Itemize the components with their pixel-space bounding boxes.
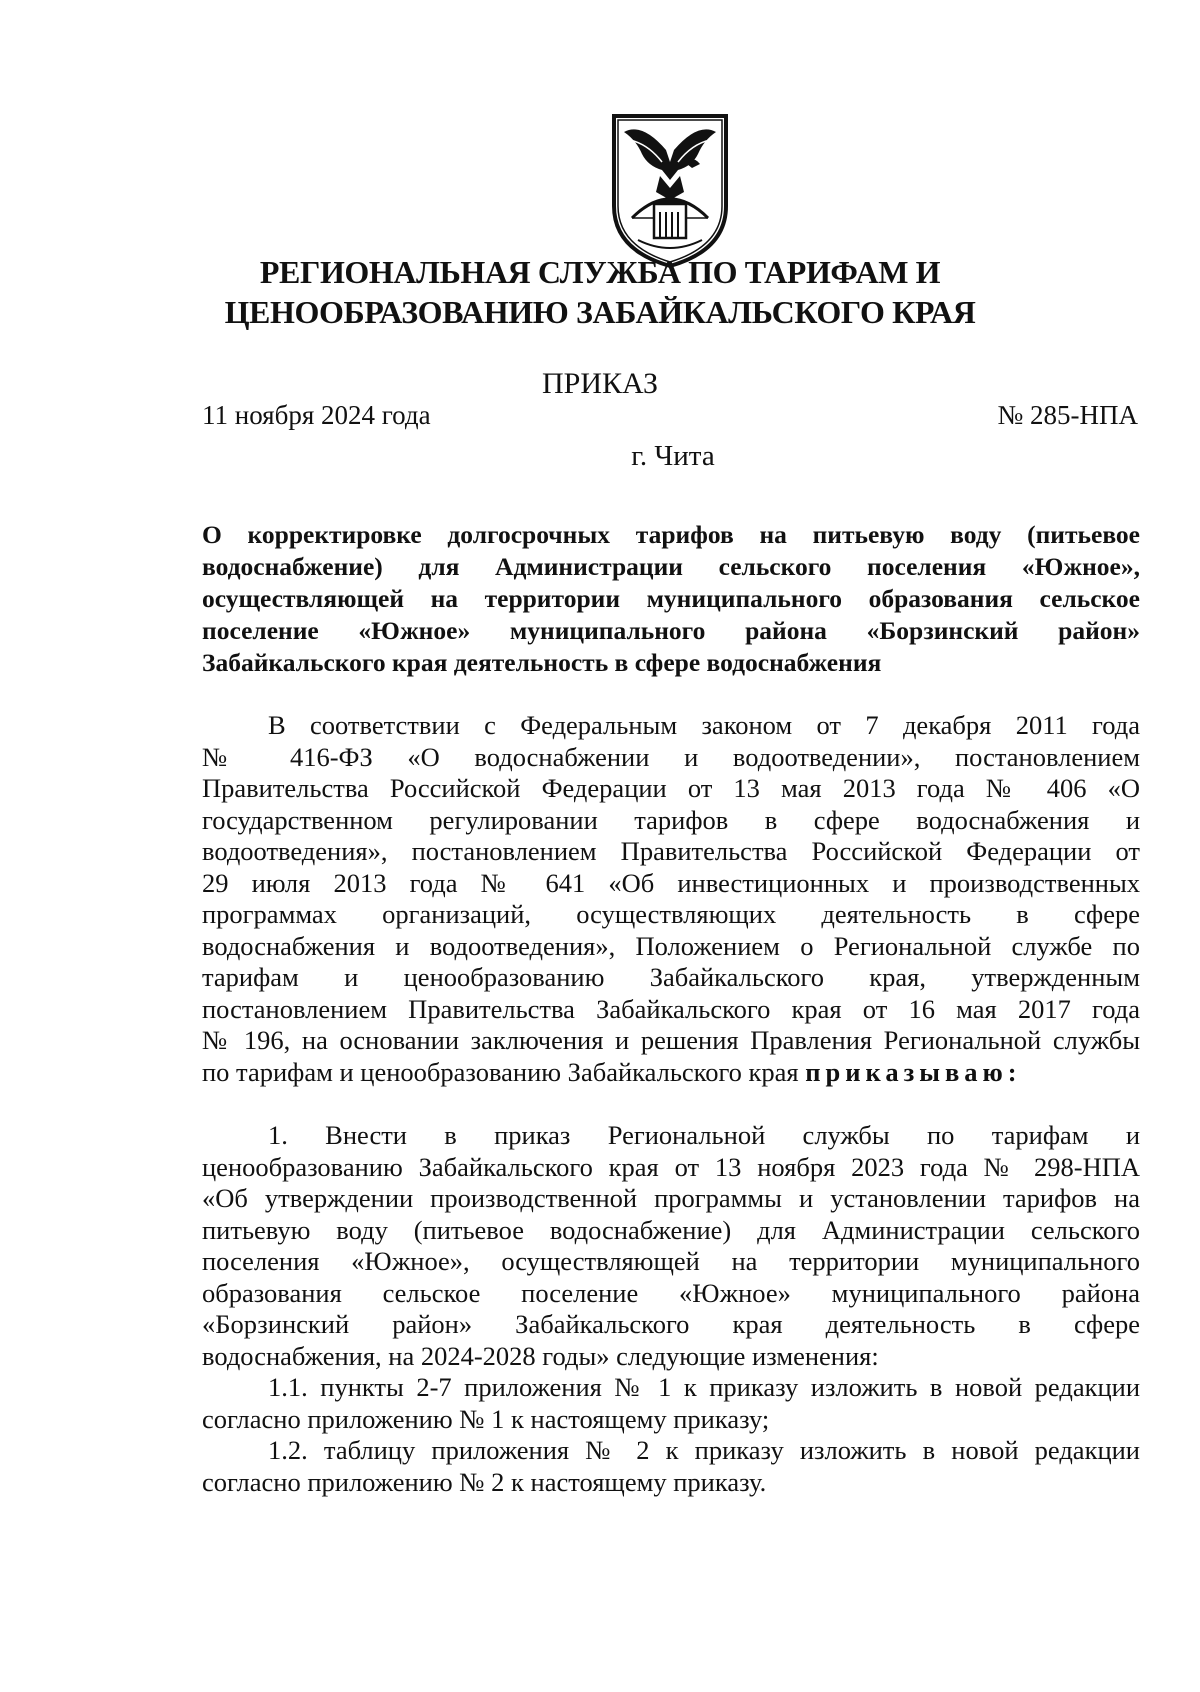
title-line: осуществляющей на территории муниципального образования сельское — [202, 584, 1140, 613]
preamble-line: программах организаций, осуществляющих деятельность в сфере — [202, 899, 1140, 929]
item-1-line: ценообразованию Забайкальского края от 13 ноября 2023 года № 298-НПА — [202, 1152, 1140, 1182]
item-1-line: поселения «Южное», осуществляющей на территории муниципального — [202, 1246, 1140, 1276]
item-1-line: образования сельское поселение «Южное» муниципального района — [202, 1278, 1140, 1308]
item-1-line: 1. Внести в приказ Региональной службы по тарифам и — [268, 1120, 1140, 1150]
preamble-line: тарифам и ценообразованию Забайкальского края, утвержденным — [202, 962, 1140, 992]
title-line: О корректировке долгосрочных тарифов на питьевую воду (питьевое — [202, 520, 1140, 549]
organization-name-line-2: ЦЕНООБРАЗОВАНИЮ ЗАБАЙКАЛЬСКОГО КРАЯ — [224, 294, 976, 330]
title-line: поселение «Южное» муниципального района «Борзинский район» — [202, 616, 1140, 645]
document-date: 11 ноября 2024 года — [202, 400, 431, 430]
document-number: № 285-НПА — [997, 400, 1138, 430]
preamble-line-text: по тарифам и ценообразованию Забайкальского края — [202, 1057, 806, 1087]
preamble-line: № 416-ФЗ «О водоснабжении и водоотведении», постановлением — [202, 742, 1140, 772]
preamble-last-line — [202, 1055, 1140, 1089]
preamble-line: водоотведения», постановлением Правительства Российской Федерации от — [202, 836, 1140, 866]
document-city: г. Чита — [631, 440, 715, 472]
item-1-line: «Об утверждении производственной программы и установлении тарифов на — [202, 1183, 1140, 1213]
title-line: Забайкальского края деятельность в сфере водоснабжения — [202, 648, 882, 677]
preamble-line: В соответствии с Федеральным законом от 7 декабря 2011 года — [268, 710, 1140, 740]
preamble-line: водоснабжения и водоотведения», Положением о Региональной службе по — [202, 931, 1140, 961]
organization-name-line-1: РЕГИОНАЛЬНАЯ СЛУЖБА ПО ТАРИФАМ И — [259, 254, 941, 290]
preamble-line: постановлением Правительства Забайкальского края от 16 мая 2017 года — [202, 994, 1140, 1024]
order-word: приказываю: — [805, 1057, 1022, 1087]
document-type: ПРИКАЗ — [542, 367, 658, 400]
preamble-line: № 196, на основании заключения и решения Правления Региональной службы — [202, 1025, 1140, 1055]
preamble-line: Правительства Российской Федерации от 13 мая 2013 года № 406 «О — [202, 773, 1140, 803]
coat-of-arms-icon — [608, 110, 732, 270]
preamble-line: 29 июля 2013 года № 641 «Об инвестиционных и производственных — [202, 868, 1140, 898]
item-1-line: водоснабжения, на 2024-2028 годы» следующие изменения: — [202, 1341, 879, 1371]
item-1-1-line: согласно приложению № 1 к настоящему приказу; — [202, 1404, 770, 1434]
item-1-2-line: 1.2. таблицу приложения № 2 к приказу изложить в новой редакции — [268, 1435, 1140, 1465]
item-1-2-line: согласно приложению № 2 к настоящему приказу. — [202, 1467, 767, 1497]
item-1-line: «Борзинский район» Забайкальского края деятельность в сфере — [202, 1309, 1140, 1339]
item-1-line: питьевую воду (питьевое водоснабжение) для Администрации сельского — [202, 1215, 1140, 1245]
title-line: водоснабжение) для Администрации сельского поселения «Южное», — [202, 552, 1140, 581]
preamble-line: государственном регулировании тарифов в сфере водоснабжения и — [202, 805, 1140, 835]
item-1-1-line: 1.1. пункты 2-7 приложения № 1 к приказу изложить в новой редакции — [268, 1372, 1140, 1402]
